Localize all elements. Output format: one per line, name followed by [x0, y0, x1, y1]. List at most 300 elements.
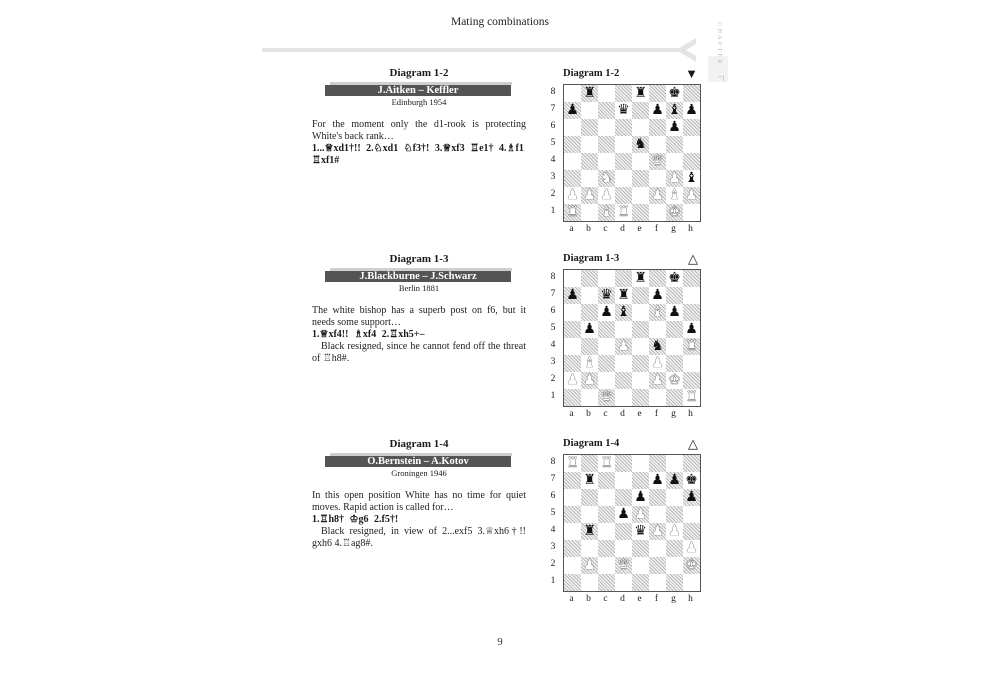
square-f7	[649, 287, 666, 304]
square-g5	[666, 506, 683, 523]
square-e5	[632, 136, 649, 153]
black-pawn-icon: ♟	[651, 287, 664, 303]
white-pawn-icon: ♟	[685, 540, 698, 556]
square-a8	[564, 455, 581, 472]
square-c2	[598, 557, 615, 574]
square-h1	[683, 204, 700, 221]
file-label: b	[586, 594, 591, 604]
header-rule	[262, 48, 682, 52]
black-queen-icon: ♛	[617, 102, 630, 118]
square-e4	[632, 338, 649, 355]
white-pawn-icon: ♟	[583, 372, 596, 388]
rank-label: 3	[550, 357, 556, 367]
square-g4	[666, 338, 683, 355]
square-f3	[649, 540, 666, 557]
square-g6	[666, 489, 683, 506]
players-banner	[312, 268, 526, 284]
square-h6	[683, 119, 700, 136]
rank-label: 1	[550, 576, 556, 586]
diagram-heading: Diagram 1-3	[389, 253, 449, 265]
white-knight-icon: ♞	[600, 170, 613, 186]
square-a4	[564, 523, 581, 540]
square-f6	[649, 119, 666, 136]
square-a1	[564, 389, 581, 406]
square-e3	[632, 355, 649, 372]
file-label: e	[637, 594, 642, 604]
chapter-tab	[716, 22, 724, 81]
square-d3	[615, 355, 632, 372]
rank-labels	[548, 454, 558, 590]
file-labels	[563, 594, 701, 604]
chess-board	[563, 269, 701, 407]
white-pawn-icon: ♟	[634, 506, 647, 522]
square-g1	[666, 389, 683, 406]
rank-label: 2	[550, 189, 556, 199]
square-e2	[632, 557, 649, 574]
white-pawn-icon: ♟	[583, 557, 596, 573]
black-to-move-icon: ▼	[685, 66, 698, 81]
square-c6	[598, 304, 615, 321]
square-e2	[632, 372, 649, 389]
black-bishop-icon: ♝	[668, 102, 681, 118]
file-label: g	[671, 224, 676, 234]
square-b4	[581, 153, 598, 170]
rank-label: 7	[550, 104, 556, 114]
players-banner	[312, 453, 526, 469]
black-rook-icon: ♜	[634, 85, 647, 101]
square-d7	[615, 102, 632, 119]
header-arrow-notch	[686, 44, 696, 56]
square-g4	[666, 153, 683, 170]
white-bishop-icon: ♝	[600, 204, 613, 220]
players-banner	[312, 82, 526, 98]
square-b3	[581, 355, 598, 372]
square-c4	[598, 338, 615, 355]
square-c3	[598, 355, 615, 372]
square-e4	[632, 523, 649, 540]
white-rook-icon: ♜	[685, 389, 698, 405]
white-pawn-icon: ♟	[651, 187, 664, 203]
file-label: g	[671, 409, 676, 419]
square-f5	[649, 321, 666, 338]
black-pawn-icon: ♟	[685, 102, 698, 118]
square-h6	[683, 489, 700, 506]
square-g7	[666, 102, 683, 119]
square-h7	[683, 472, 700, 489]
file-labels	[563, 409, 701, 419]
square-d6	[615, 304, 632, 321]
file-label: a	[569, 224, 574, 234]
white-rook-icon: ♜	[566, 204, 579, 220]
square-e7	[632, 287, 649, 304]
square-c7	[598, 472, 615, 489]
square-g4	[666, 523, 683, 540]
square-d2	[615, 187, 632, 204]
square-b2	[581, 187, 598, 204]
black-pawn-icon: ♟	[566, 287, 579, 303]
square-b5	[581, 321, 598, 338]
square-d4	[615, 153, 632, 170]
board-title: Diagram 1-4	[563, 438, 620, 449]
square-f2	[649, 372, 666, 389]
square-e5	[632, 321, 649, 338]
square-b8	[581, 270, 598, 287]
square-b7	[581, 472, 598, 489]
black-rook-icon: ♜	[583, 472, 596, 488]
square-h4	[683, 523, 700, 540]
square-g6	[666, 119, 683, 136]
square-a1	[564, 574, 581, 591]
square-d4	[615, 523, 632, 540]
square-a6	[564, 489, 581, 506]
square-e8	[632, 455, 649, 472]
square-g3	[666, 540, 683, 557]
white-king-icon: ♚	[685, 557, 698, 573]
square-h7	[683, 102, 700, 119]
file-label: c	[603, 594, 608, 604]
intro-text: In this open position White has no time for quiet moves. Rapid action is called for…	[312, 490, 526, 513]
square-c4	[598, 153, 615, 170]
white-bishop-icon: ♝	[668, 187, 681, 203]
square-b3	[581, 540, 598, 557]
square-e1	[632, 574, 649, 591]
square-g8	[666, 455, 683, 472]
white-pawn-icon: ♟	[668, 170, 681, 186]
square-a2	[564, 187, 581, 204]
square-d1	[615, 204, 632, 221]
white-to-move-icon: △	[688, 436, 698, 451]
square-h1	[683, 389, 700, 406]
white-rook-icon: ♜	[617, 204, 630, 220]
white-pawn-icon: ♟	[651, 355, 664, 371]
square-c5	[598, 506, 615, 523]
rank-label: 6	[550, 491, 556, 501]
square-a7	[564, 102, 581, 119]
white-pawn-icon: ♟	[651, 372, 664, 388]
square-a4	[564, 338, 581, 355]
rank-label: 6	[550, 306, 556, 316]
white-pawn-icon: ♟	[668, 523, 681, 539]
rank-label: 1	[550, 391, 556, 401]
square-f4	[649, 523, 666, 540]
players-label: J.Aitken – Keffler	[325, 85, 511, 96]
square-f8	[649, 455, 666, 472]
square-a3	[564, 540, 581, 557]
square-c2	[598, 372, 615, 389]
square-c6	[598, 489, 615, 506]
black-pawn-icon: ♟	[651, 472, 664, 488]
file-label: g	[671, 594, 676, 604]
rank-label: 6	[550, 121, 556, 131]
square-f1	[649, 204, 666, 221]
square-d1	[615, 574, 632, 591]
square-d2	[615, 557, 632, 574]
board-title: Diagram 1-2	[563, 68, 620, 79]
square-d5	[615, 136, 632, 153]
white-king-icon: ♚	[668, 372, 681, 388]
black-king-icon: ♚	[668, 270, 681, 286]
square-b2	[581, 557, 598, 574]
square-f8	[649, 85, 666, 102]
square-c8	[598, 270, 615, 287]
square-d7	[615, 472, 632, 489]
black-bishop-icon: ♝	[685, 170, 698, 186]
square-g1	[666, 574, 683, 591]
black-pawn-icon: ♟	[583, 321, 596, 337]
black-rook-icon: ♜	[583, 523, 596, 539]
black-rook-icon: ♜	[617, 287, 630, 303]
square-c8	[598, 85, 615, 102]
white-king-icon: ♚	[668, 204, 681, 220]
square-e6	[632, 489, 649, 506]
square-h4	[683, 153, 700, 170]
square-h2	[683, 557, 700, 574]
black-pawn-icon: ♟	[617, 506, 630, 522]
square-a6	[564, 119, 581, 136]
diagram-section-1-3	[312, 253, 526, 365]
square-h3	[683, 355, 700, 372]
white-queen-icon: ♛	[617, 557, 630, 573]
square-e7	[632, 472, 649, 489]
square-a7	[564, 472, 581, 489]
rank-label: 5	[550, 323, 556, 333]
square-c1	[598, 389, 615, 406]
square-a5	[564, 321, 581, 338]
rank-label: 7	[550, 474, 556, 484]
event-label: Berlin 1881	[398, 283, 440, 293]
board-title: Diagram 1-3	[563, 253, 620, 264]
file-label: a	[569, 409, 574, 419]
square-f5	[649, 506, 666, 523]
black-pawn-icon: ♟	[685, 489, 698, 505]
rank-label: 4	[550, 155, 556, 165]
file-label: h	[688, 409, 693, 419]
square-f6	[649, 304, 666, 321]
black-king-icon: ♚	[685, 472, 698, 488]
square-d8	[615, 85, 632, 102]
file-label: e	[637, 224, 642, 234]
square-b8	[581, 85, 598, 102]
black-pawn-icon: ♟	[651, 102, 664, 118]
white-pawn-icon: ♟	[583, 187, 596, 203]
chapter-tab-label: CHAPTER	[716, 22, 723, 66]
intro-text: For the moment only the d1-rook is protecting White's back rank…	[312, 119, 526, 142]
square-h2	[683, 372, 700, 389]
players-label: O.Bernstein – A.Kotov	[325, 456, 511, 467]
square-g6	[666, 304, 683, 321]
white-pawn-icon: ♟	[566, 372, 579, 388]
black-pawn-icon: ♟	[685, 321, 698, 337]
square-b8	[581, 455, 598, 472]
square-g2	[666, 557, 683, 574]
black-queen-icon: ♛	[634, 523, 647, 539]
square-a2	[564, 372, 581, 389]
square-a3	[564, 355, 581, 372]
page-number: 9	[497, 636, 503, 648]
square-b1	[581, 204, 598, 221]
black-queen-icon: ♛	[600, 287, 613, 303]
square-h4	[683, 338, 700, 355]
rank-label: 5	[550, 508, 556, 518]
square-h5	[683, 136, 700, 153]
solution-moves: 1...♕xd1†!! 2.♘xd1 ♘f3†! 3.♕xf3 ♖e1† 4.♗f1 ♖xf1#	[312, 143, 524, 166]
square-f4	[649, 153, 666, 170]
square-e6	[632, 304, 649, 321]
square-d1	[615, 389, 632, 406]
diagram-section-1-2	[312, 67, 526, 167]
square-f7	[649, 102, 666, 119]
black-pawn-icon: ♟	[600, 304, 613, 320]
square-f4	[649, 338, 666, 355]
intro-text: The white bishop has a superb post on f6, but it needs some support…	[312, 305, 526, 328]
file-label: d	[620, 224, 625, 234]
file-label: a	[569, 594, 574, 604]
square-h8	[683, 270, 700, 287]
rank-label: 2	[550, 559, 556, 569]
square-d2	[615, 372, 632, 389]
square-g5	[666, 136, 683, 153]
square-d7	[615, 287, 632, 304]
square-g3	[666, 170, 683, 187]
square-b7	[581, 287, 598, 304]
event-label: Edinburgh 1954	[391, 97, 447, 107]
square-c7	[598, 287, 615, 304]
file-label: e	[637, 409, 642, 419]
square-g5	[666, 321, 683, 338]
square-d8	[615, 455, 632, 472]
file-label: b	[586, 224, 591, 234]
square-c5	[598, 136, 615, 153]
file-label: c	[603, 409, 608, 419]
file-label: d	[620, 409, 625, 419]
square-h3	[683, 170, 700, 187]
square-f8	[649, 270, 666, 287]
event-label: Groningen 1946	[391, 468, 447, 478]
square-d3	[615, 540, 632, 557]
rank-label: 3	[550, 172, 556, 182]
square-a2	[564, 557, 581, 574]
chapter-tab-number: 1	[716, 75, 723, 81]
rank-label: 2	[550, 374, 556, 384]
square-d5	[615, 506, 632, 523]
square-c3	[598, 540, 615, 557]
square-g2	[666, 372, 683, 389]
square-f6	[649, 489, 666, 506]
comment-text: Black resigned, since he cannot fend off the threat of ♖h8#.	[312, 341, 526, 364]
square-a1	[564, 204, 581, 221]
solution-moves: 1.♕xf4!! ♗xf4 2.♖xh5+–	[312, 329, 425, 340]
rank-labels	[548, 84, 558, 220]
square-f5	[649, 136, 666, 153]
white-pawn-icon: ♟	[617, 338, 630, 354]
rank-label: 4	[550, 340, 556, 350]
black-rook-icon: ♜	[583, 85, 596, 101]
rank-labels	[548, 269, 558, 405]
white-bishop-icon: ♝	[583, 355, 596, 371]
square-a5	[564, 136, 581, 153]
black-king-icon: ♚	[668, 85, 681, 101]
white-pawn-icon: ♟	[685, 187, 698, 203]
diagram-heading: Diagram 1-4	[389, 438, 449, 450]
file-label: f	[654, 594, 659, 604]
square-f1	[649, 574, 666, 591]
square-d6	[615, 489, 632, 506]
square-g8	[666, 85, 683, 102]
square-e1	[632, 204, 649, 221]
black-rook-icon: ♜	[634, 270, 647, 286]
white-rook-icon: ♜	[566, 455, 579, 471]
square-a4	[564, 153, 581, 170]
square-b6	[581, 304, 598, 321]
black-pawn-icon: ♟	[634, 489, 647, 505]
square-h3	[683, 540, 700, 557]
square-g1	[666, 204, 683, 221]
square-c3	[598, 170, 615, 187]
square-c6	[598, 119, 615, 136]
rank-label: 4	[550, 525, 556, 535]
square-h1	[683, 574, 700, 591]
square-h5	[683, 321, 700, 338]
file-label: b	[586, 409, 591, 419]
square-h2	[683, 187, 700, 204]
chess-board	[563, 454, 701, 592]
square-e5	[632, 506, 649, 523]
comment-text: Black resigned, in view of 2...exf5 3.♕xh6†!! gxh6 4.♖ag8#.	[312, 526, 526, 549]
square-c5	[598, 321, 615, 338]
black-pawn-icon: ♟	[566, 102, 579, 118]
square-b1	[581, 389, 598, 406]
square-e6	[632, 119, 649, 136]
white-pawn-icon: ♟	[566, 187, 579, 203]
square-e3	[632, 540, 649, 557]
black-pawn-icon: ♟	[668, 472, 681, 488]
square-a7	[564, 287, 581, 304]
white-pawn-icon: ♟	[600, 187, 613, 203]
square-d6	[615, 119, 632, 136]
square-a6	[564, 304, 581, 321]
diagram-heading: Diagram 1-2	[389, 67, 449, 79]
square-g8	[666, 270, 683, 287]
rank-label: 8	[550, 87, 556, 97]
players-label: J.Blackburne – J.Schwarz	[325, 271, 511, 282]
square-b7	[581, 102, 598, 119]
square-e8	[632, 270, 649, 287]
square-h8	[683, 455, 700, 472]
square-b4	[581, 523, 598, 540]
square-e1	[632, 389, 649, 406]
square-a3	[564, 170, 581, 187]
square-h8	[683, 85, 700, 102]
square-f2	[649, 557, 666, 574]
square-d5	[615, 321, 632, 338]
black-knight-icon: ♞	[651, 338, 664, 354]
square-g3	[666, 355, 683, 372]
white-pawn-icon: ♟	[651, 523, 664, 539]
file-label: h	[688, 224, 693, 234]
square-h7	[683, 287, 700, 304]
white-rook-icon: ♜	[600, 455, 613, 471]
white-bishop-icon: ♝	[651, 304, 664, 320]
square-b6	[581, 119, 598, 136]
square-c4	[598, 523, 615, 540]
rank-label: 8	[550, 457, 556, 467]
square-a5	[564, 506, 581, 523]
square-a8	[564, 85, 581, 102]
square-b6	[581, 489, 598, 506]
file-label: f	[654, 224, 659, 234]
solution-moves: 1.♖h8† ♔g6 2.f5†!	[312, 514, 399, 525]
square-e3	[632, 170, 649, 187]
